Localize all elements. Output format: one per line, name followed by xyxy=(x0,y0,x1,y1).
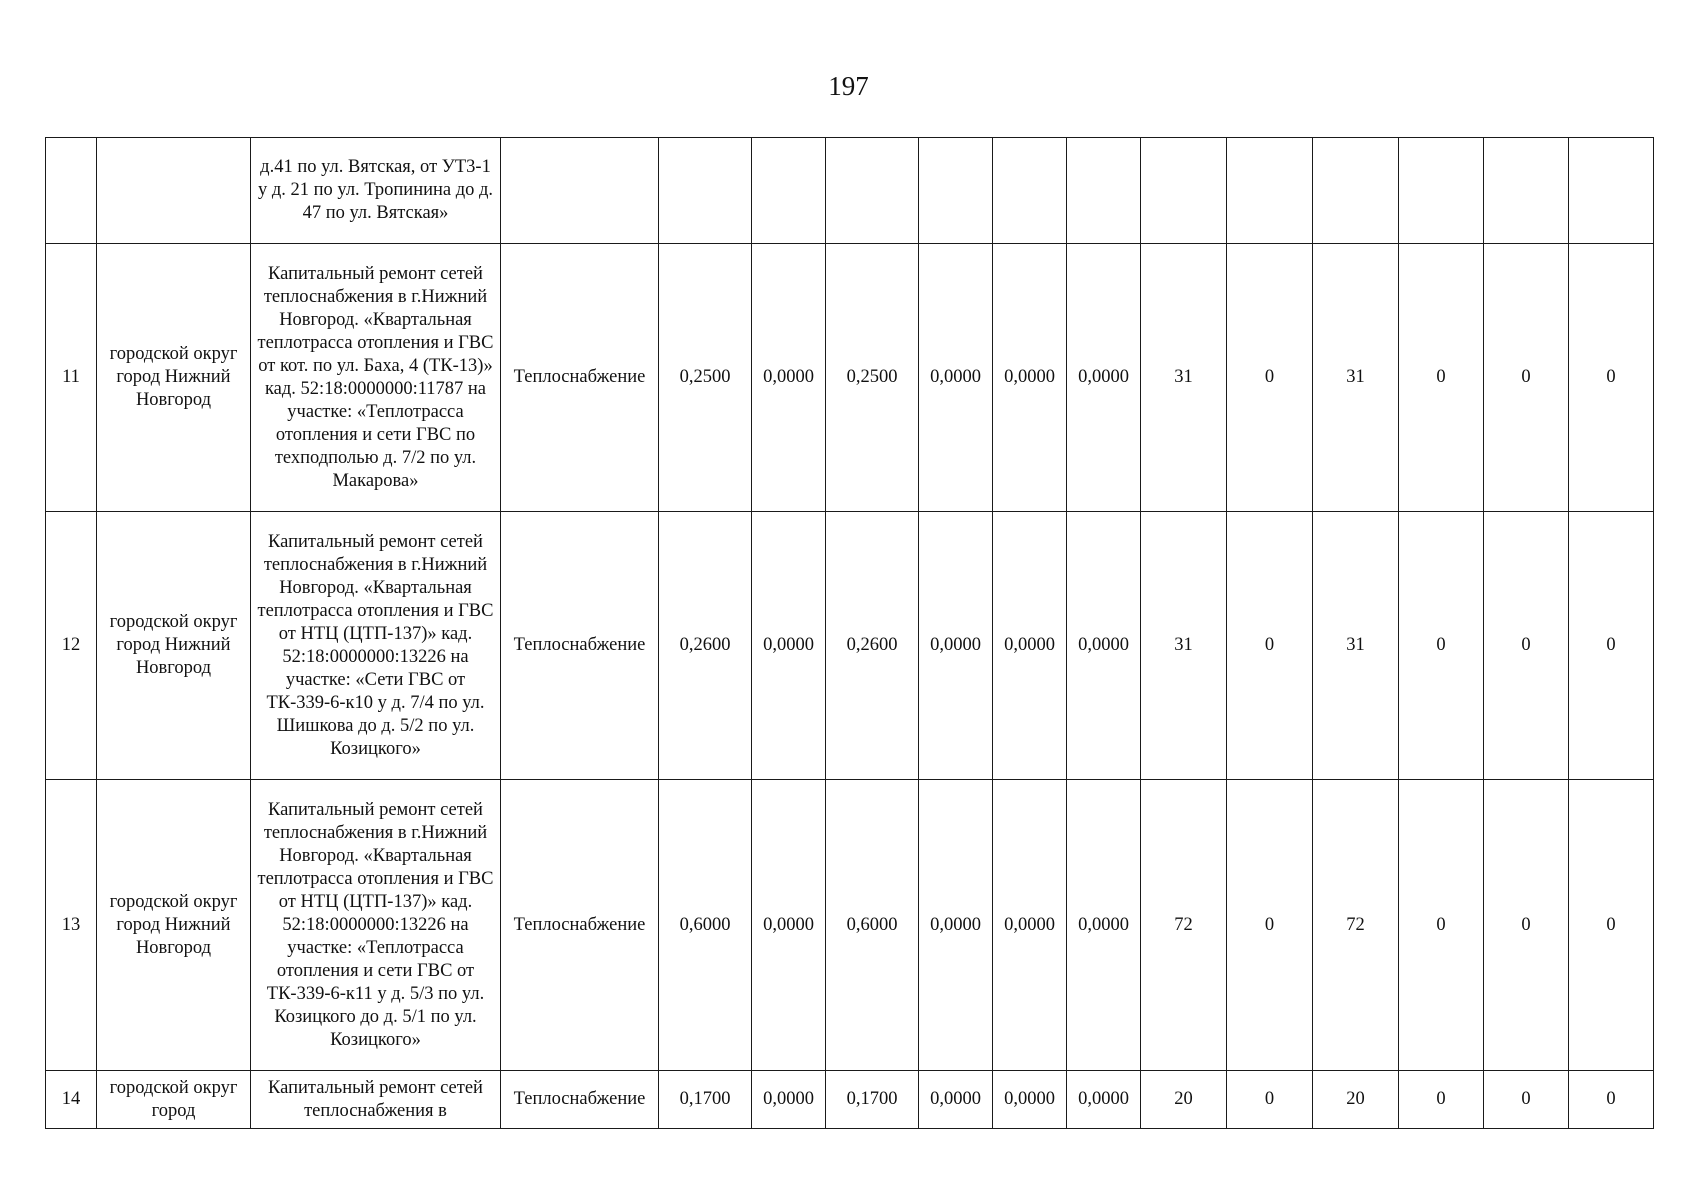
value-cell: 0,0000 xyxy=(919,244,993,512)
value-cell: 0,0000 xyxy=(1067,512,1141,780)
count-cell: 0 xyxy=(1484,1071,1569,1129)
value-cell: 0,0000 xyxy=(1067,1071,1141,1129)
count-cell: 31 xyxy=(1313,244,1399,512)
count-cell: 0 xyxy=(1569,244,1654,512)
value-cell: 0,1700 xyxy=(826,1071,919,1129)
count-cell xyxy=(1569,138,1654,244)
count-cell: 20 xyxy=(1313,1071,1399,1129)
description-cell: Капитальный ремонт сетей теплоснабжения в xyxy=(251,1071,501,1129)
count-cell: 31 xyxy=(1313,512,1399,780)
description-cell: Капитальный ремонт сетей теплоснабжения в г.Нижний Новгород. «Квартальная теплотрасса отопления и ГВС от кот. по ул. Баха, 4 (ТК-13)» кад. 52:18:0000000:11787 на участке: «Теплотрасса отопления и сети ГВС по техподполью д. 7/2 по ул. Макарова» xyxy=(251,244,501,512)
value-cell xyxy=(826,138,919,244)
count-cell: 72 xyxy=(1141,780,1227,1071)
description-cell: д.41 по ул. Вятская, от УТ3-1 у д. 21 по ул. Тропинина до д. 47 по ул. Вятская» xyxy=(251,138,501,244)
municipality-cell: городской округ город Нижний Новгород xyxy=(97,780,251,1071)
table-row xyxy=(46,1071,1654,1129)
count-cell: 0 xyxy=(1227,780,1313,1071)
description-cell: Капитальный ремонт сетей теплоснабжения в г.Нижний Новгород. «Квартальная теплотрасса отопления и ГВС от НТЦ (ЦТП-137)» кад. 52:18:0000000:13226 на участке: «Теплотрасса отопления и сети ГВС от ТК-339-6-к11 у д. 5/3 по ул. Козицкого до д. 5/1 по ул. Козицкого» xyxy=(251,780,501,1071)
table-row xyxy=(46,138,1654,244)
count-cell: 0 xyxy=(1484,244,1569,512)
table-row xyxy=(46,244,1654,512)
type-cell xyxy=(501,138,659,244)
row-number xyxy=(46,138,97,244)
value-cell: 0,0000 xyxy=(1067,780,1141,1071)
value-cell: 0,2500 xyxy=(659,244,752,512)
value-cell: 0,1700 xyxy=(659,1071,752,1129)
value-cell: 0,2600 xyxy=(826,512,919,780)
row-number: 13 xyxy=(46,780,97,1071)
data-table xyxy=(45,137,1654,1129)
count-cell: 0 xyxy=(1484,512,1569,780)
type-cell: Теплоснабжение xyxy=(501,512,659,780)
count-cell: 0 xyxy=(1399,1071,1484,1129)
row-number: 14 xyxy=(46,1071,97,1129)
value-cell: 0,0000 xyxy=(919,780,993,1071)
type-cell: Теплоснабжение xyxy=(501,1071,659,1129)
value-cell: 0,0000 xyxy=(752,512,826,780)
count-cell: 0 xyxy=(1399,244,1484,512)
count-cell: 0 xyxy=(1484,780,1569,1071)
count-cell xyxy=(1141,138,1227,244)
count-cell: 0 xyxy=(1399,512,1484,780)
count-cell: 0 xyxy=(1227,244,1313,512)
municipality-cell: городской округ город Нижний Новгород xyxy=(97,244,251,512)
municipality-cell: городской округ город Нижний Новгород xyxy=(97,512,251,780)
count-cell xyxy=(1313,138,1399,244)
count-cell: 0 xyxy=(1227,512,1313,780)
value-cell xyxy=(993,138,1067,244)
count-cell xyxy=(1399,138,1484,244)
value-cell xyxy=(1067,138,1141,244)
table-row xyxy=(46,512,1654,780)
value-cell: 0,0000 xyxy=(752,244,826,512)
value-cell: 0,0000 xyxy=(993,244,1067,512)
value-cell: 0,0000 xyxy=(919,512,993,780)
value-cell xyxy=(752,138,826,244)
count-cell: 0 xyxy=(1227,1071,1313,1129)
count-cell: 0 xyxy=(1569,780,1654,1071)
value-cell: 0,2600 xyxy=(659,512,752,780)
value-cell: 0,6000 xyxy=(826,780,919,1071)
municipality-cell xyxy=(97,138,251,244)
count-cell: 0 xyxy=(1399,780,1484,1071)
value-cell: 0,0000 xyxy=(993,1071,1067,1129)
value-cell: 0,0000 xyxy=(1067,244,1141,512)
count-cell xyxy=(1227,138,1313,244)
row-number: 12 xyxy=(46,512,97,780)
description-cell: Капитальный ремонт сетей теплоснабжения в г.Нижний Новгород. «Квартальная теплотрасса отопления и ГВС от НТЦ (ЦТП-137)» кад. 52:18:0000000:13226 на участке: «Сети ГВС от ТК-339-6-к10 у д. 7/4 по ул. Шишкова до д. 5/2 по ул. Козицкого» xyxy=(251,512,501,780)
count-cell: 0 xyxy=(1569,1071,1654,1129)
count-cell: 0 xyxy=(1569,512,1654,780)
value-cell: 0,2500 xyxy=(826,244,919,512)
value-cell xyxy=(919,138,993,244)
value-cell: 0,0000 xyxy=(752,780,826,1071)
count-cell: 31 xyxy=(1141,512,1227,780)
value-cell: 0,0000 xyxy=(993,780,1067,1071)
value-cell xyxy=(659,138,752,244)
page-number: 197 xyxy=(828,71,869,101)
count-cell: 31 xyxy=(1141,244,1227,512)
type-cell: Теплоснабжение xyxy=(501,244,659,512)
table-row xyxy=(46,780,1654,1071)
value-cell: 0,0000 xyxy=(919,1071,993,1129)
value-cell: 0,0000 xyxy=(752,1071,826,1129)
municipality-cell: городской округ город xyxy=(97,1071,251,1129)
count-cell: 72 xyxy=(1313,780,1399,1071)
count-cell xyxy=(1484,138,1569,244)
value-cell: 0,6000 xyxy=(659,780,752,1071)
count-cell: 20 xyxy=(1141,1071,1227,1129)
type-cell: Теплоснабжение xyxy=(501,780,659,1071)
row-number: 11 xyxy=(46,244,97,512)
value-cell: 0,0000 xyxy=(993,512,1067,780)
